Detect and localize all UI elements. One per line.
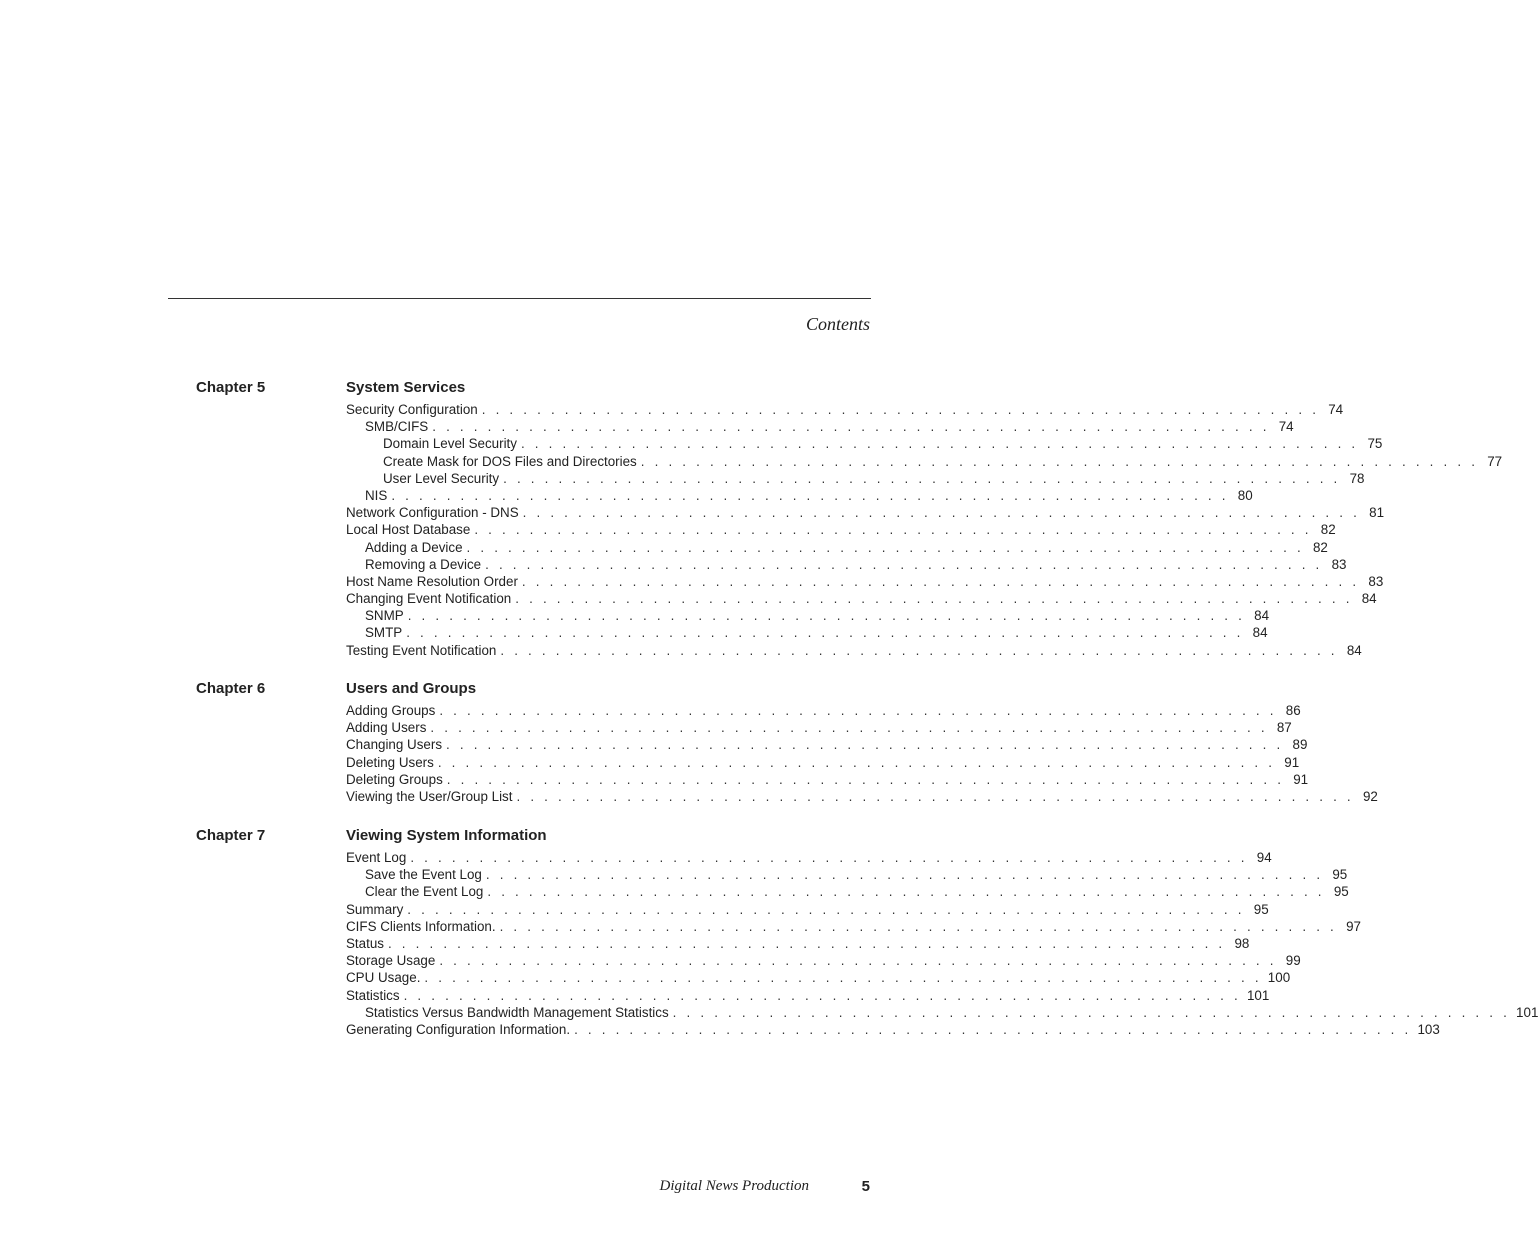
dot-leader: . . . . . . . . . . . . . . . . . . . . . . . . . . . . . . . . . . . . . . . . . . . . . . . . . . . . . . . . . . . . . bbox=[672, 1004, 1511, 1020]
toc-entry-title: Adding a Device bbox=[365, 539, 463, 555]
toc-entry[interactable] bbox=[346, 918, 1361, 935]
toc-entry-page: 74 bbox=[1328, 402, 1344, 417]
toc-entry[interactable] bbox=[346, 521, 1336, 538]
toc-entry[interactable] bbox=[346, 935, 1250, 952]
toc-entry[interactable] bbox=[346, 573, 1384, 590]
toc-entry-title: Deleting Users bbox=[346, 754, 434, 770]
toc-entry[interactable] bbox=[346, 487, 1253, 504]
toc-entry-title: User Level Security bbox=[383, 470, 500, 486]
dot-leader: . . . . . . . . . . . . . . . . . . . . . . . . . . . . . . . . . . . . . . . . . . . . . . . . . . . . . . . . . . . . . bbox=[574, 1021, 1412, 1037]
toc-entry-title: Adding Groups bbox=[346, 703, 436, 718]
dot-leader: . . . . . . . . . . . . . . . . . . . . . . . . . . . . . . . . . . . . . . . . . . . . . . . . . . . . . . . . . . . . . bbox=[521, 573, 1360, 589]
toc-entry-page: 82 bbox=[1320, 522, 1336, 538]
dot-leader: . . . . . . . . . . . . . . . . . . . . . . . . . . . . . . . . . . . . . . . . . . . . . . . . . . . . . . . . . . . . . bbox=[432, 419, 1270, 435]
toc-entry-title: Save the Event Log bbox=[365, 867, 482, 883]
toc-entry-page: 94 bbox=[1256, 850, 1272, 865]
toc-entry-page: 95 bbox=[1253, 901, 1269, 917]
dot-leader: . . . . . . . . . . . . . . . . . . . . . . . . . . . . . . . . . . . . . . . . . . . . . . . . . . . . . . . . . . . . . bbox=[499, 918, 1337, 934]
toc-entry-title: Adding Users bbox=[346, 720, 427, 736]
toc-entry-title: Local Host Database bbox=[346, 522, 471, 538]
toc-entry-title: NIS bbox=[365, 487, 388, 503]
toc-entry[interactable] bbox=[346, 401, 1344, 418]
toc-entry[interactable] bbox=[346, 590, 1377, 607]
toc-entry-page: 84 bbox=[1361, 591, 1377, 607]
dot-leader: . . . . . . . . . . . . . . . . . . . . . . . . . . . . . . . . . . . . . . . . . . . . . . . . . . . . . . . . . . . . . bbox=[516, 788, 1354, 804]
toc-entry-title: SMB/CIFS bbox=[365, 419, 429, 435]
toc-entry-list bbox=[346, 702, 1378, 805]
toc-entry-title: Deleting Groups bbox=[346, 771, 443, 787]
toc-entry[interactable] bbox=[346, 719, 1292, 736]
chapter-label: Chapter 7 bbox=[196, 827, 266, 844]
dot-leader: . . . . . . . . . . . . . . . . . . . . . . . . . . . . . . . . . . . . . . . . . . . . . . . . . . . . . . . . . . . . . bbox=[487, 884, 1325, 900]
dot-leader: . . . . . . . . . . . . . . . . . . . . . . . . . . . . . . . . . . . . . . . . . . . . . . . . . . . . . . . . . . . . . bbox=[520, 436, 1359, 452]
toc-entry[interactable] bbox=[346, 754, 1300, 771]
chapter-title: Users and Groups bbox=[346, 680, 477, 697]
toc-entry-title: Event Log bbox=[346, 850, 407, 865]
running-head: Contents bbox=[805, 314, 870, 334]
dot-leader: . . . . . . . . . . . . . . . . . . . . . . . . . . . . . . . . . . . . . . . . . . . . . . . . . . . . . . . . . . . . . bbox=[424, 970, 1262, 986]
dot-leader: . . . . . . . . . . . . . . . . . . . . . . . . . . . . . . . . . . . . . . . . . . . . . . . . . . . . . . . . . . . . . bbox=[437, 754, 1276, 770]
toc-entry-title: Removing a Device bbox=[365, 556, 482, 572]
toc-entry-page: 91 bbox=[1284, 754, 1300, 770]
toc-entry-page: 97 bbox=[1346, 918, 1361, 934]
toc-entry-page: 80 bbox=[1237, 487, 1253, 503]
toc-entry[interactable] bbox=[346, 539, 1328, 556]
toc-entry-page: 77 bbox=[1487, 453, 1503, 469]
toc-entry[interactable] bbox=[346, 883, 1349, 900]
toc-entry[interactable] bbox=[346, 866, 1348, 883]
toc-entry-title: Network Configuration - DNS bbox=[346, 505, 519, 521]
chapter-label: Chapter 6 bbox=[196, 680, 266, 697]
toc-entry-title: SNMP bbox=[365, 608, 404, 624]
toc-entry-page: 101 bbox=[1516, 1004, 1538, 1020]
toc-entry-title: Changing Users bbox=[346, 737, 443, 753]
toc-entry[interactable] bbox=[346, 702, 1301, 719]
dot-leader: . . . . . . . . . . . . . . . . . . . . . . . . . . . . . . . . . . . . . . . . . . . . . . . . . . . . . . . . . . . . . bbox=[500, 642, 1338, 658]
toc-entry[interactable] bbox=[346, 642, 1362, 659]
dot-leader: . . . . . . . . . . . . . . . . . . . . . . . . . . . . . . . . . . . . . . . . . . . . . . . . . . . . . . . . . . . . . bbox=[485, 867, 1324, 883]
toc-entry[interactable] bbox=[346, 952, 1301, 969]
toc-entry[interactable] bbox=[346, 788, 1378, 805]
toc-entry-title: Summary bbox=[346, 901, 404, 917]
toc-entry-page: 101 bbox=[1246, 987, 1270, 1003]
toc-entry-page: 75 bbox=[1367, 436, 1383, 452]
toc-entry[interactable] bbox=[346, 453, 1503, 470]
toc-entry[interactable] bbox=[346, 736, 1308, 753]
toc-entry-title: Host Name Resolution Order bbox=[346, 573, 518, 589]
toc-entry[interactable] bbox=[346, 987, 1270, 1004]
toc-entry[interactable] bbox=[346, 607, 1270, 624]
toc-entry-page: 87 bbox=[1276, 720, 1292, 736]
dot-leader: . . . . . . . . . . . . . . . . . . . . . . . . . . . . . . . . . . . . . . . . . . . . . . . . . . . . . . . . . . . . . bbox=[446, 771, 1285, 787]
toc-entry-title: Testing Event Notification bbox=[346, 642, 497, 658]
toc-entry-page: 84 bbox=[1254, 608, 1270, 624]
dot-leader: . . . . . . . . . . . . . . . . . . . . . . . . . . . . . . . . . . . . . . . . . . . . . . . . . . . . . . . . . . . . . bbox=[485, 556, 1323, 572]
toc-entry-title: Create Mask for DOS Files and Directories bbox=[383, 453, 637, 469]
chapter-label: Chapter 5 bbox=[196, 379, 266, 396]
toc-entry[interactable] bbox=[346, 470, 1365, 487]
dot-leader: . . . . . . . . . . . . . . . . . . . . . . . . . . . . . . . . . . . . . . . . . . . . . . . . . . . . . . . . . . . . . bbox=[522, 505, 1361, 521]
toc-entry-page: 92 bbox=[1362, 788, 1378, 804]
dot-leader: . . . . . . . . . . . . . . . . . . . . . . . . . . . . . . . . . . . . . . . . . . . . . . . . . . . . . . . . . . . . . bbox=[407, 901, 1245, 917]
toc-entry-title: CPU Usage. bbox=[346, 970, 421, 986]
toc-entry-title: CIFS Clients Information. bbox=[346, 918, 496, 934]
dot-leader: . . . . . . . . . . . . . . . . . . . . . . . . . . . . . . . . . . . . . . . . . . . . . . . . . . . . . . . . . . . . . bbox=[503, 470, 1341, 486]
toc-entry-title: SMTP bbox=[365, 625, 403, 641]
toc-entry-page: 86 bbox=[1285, 703, 1301, 718]
toc-entry-page: 89 bbox=[1292, 737, 1308, 753]
toc-entry-title: Clear the Event Log bbox=[365, 884, 484, 900]
toc-entry-title: Changing Event Notification bbox=[346, 591, 512, 607]
toc-entry-list bbox=[346, 401, 1503, 659]
toc-entry[interactable] bbox=[346, 556, 1347, 573]
toc-entry-title: Generating Configuration Information. bbox=[346, 1021, 571, 1037]
dot-leader: . . . . . . . . . . . . . . . . . . . . . . . . . . . . . . . . . . . . . . . . . . . . . . . . . . . . . . . . . . . . . bbox=[481, 402, 1320, 417]
toc-entry-page: 91 bbox=[1293, 771, 1309, 787]
toc-entry[interactable] bbox=[346, 504, 1385, 521]
toc-entry-page: 74 bbox=[1278, 419, 1294, 435]
toc-entry-page: 98 bbox=[1234, 935, 1250, 951]
chapter-title: Viewing System Information bbox=[346, 827, 547, 844]
toc-entry[interactable] bbox=[346, 1021, 1440, 1038]
dot-leader: . . . . . . . . . . . . . . . . . . . . . . . . . . . . . . . . . . . . . . . . . . . . . . . . . . . . . . . . . . . . . bbox=[439, 953, 1277, 969]
dot-leader: . . . . . . . . . . . . . . . . . . . . . . . . . . . . . . . . . . . . . . . . . . . . . . . . . . . . . . . . . . . . . bbox=[474, 522, 1312, 538]
toc-entry-title: Statistics Versus Bandwidth Management Statistics bbox=[365, 1004, 669, 1020]
toc-entry-page: 84 bbox=[1346, 642, 1362, 658]
toc-entry[interactable] bbox=[346, 849, 1272, 866]
toc-entry-title: Statistics bbox=[346, 987, 400, 1003]
toc-entry[interactable] bbox=[346, 624, 1268, 641]
dot-leader: . . . . . . . . . . . . . . . . . . . . . . . . . . . . . . . . . . . . . . . . . . . . . . . . . . . . . . . . . . . . . bbox=[466, 539, 1304, 555]
chapter-title: System Services bbox=[346, 379, 466, 396]
dot-leader: . . . . . . . . . . . . . . . . . . . . . . . . . . . . . . . . . . . . . . . . . . . . . . . . . . . . . . . . . . . . . bbox=[430, 720, 1268, 736]
dot-leader: . . . . . . . . . . . . . . . . . . . . . . . . . . . . . . . . . . . . . . . . . . . . . . . . . . . . . . . . . . . . . bbox=[410, 850, 1248, 865]
dot-leader: . . . . . . . . . . . . . . . . . . . . . . . . . . . . . . . . . . . . . . . . . . . . . . . . . . . . . . . . . . . . . bbox=[640, 453, 1479, 469]
toc-entry-title: Viewing the User/Group List bbox=[346, 788, 513, 804]
toc-entry-title: Status bbox=[346, 935, 384, 951]
toc-entry-page: 81 bbox=[1369, 505, 1385, 521]
toc-entry[interactable] bbox=[346, 969, 1291, 986]
toc-entry-title: Security Configuration bbox=[346, 402, 478, 417]
toc-entry-page: 82 bbox=[1312, 539, 1328, 555]
toc-entry-title: Domain Level Security bbox=[383, 436, 517, 452]
dot-leader: . . . . . . . . . . . . . . . . . . . . . . . . . . . . . . . . . . . . . . . . . . . . . . . . . . . . . . . . . . . . . bbox=[387, 935, 1226, 951]
footer-book-title: Digital News Production bbox=[659, 1178, 809, 1194]
dot-leader: . . . . . . . . . . . . . . . . . . . . . . . . . . . . . . . . . . . . . . . . . . . . . . . . . . . . . . . . . . . . . bbox=[446, 737, 1284, 753]
toc-entry-page: 83 bbox=[1368, 573, 1384, 589]
toc-entry-title: Storage Usage bbox=[346, 953, 436, 969]
toc-entry-list bbox=[346, 849, 1538, 1038]
toc-entry-page: 95 bbox=[1333, 884, 1349, 900]
toc-entry[interactable] bbox=[346, 901, 1269, 918]
dot-leader: . . . . . . . . . . . . . . . . . . . . . . . . . . . . . . . . . . . . . . . . . . . . . . . . . . . . . . . . . . . . . bbox=[403, 987, 1241, 1003]
toc-entry[interactable] bbox=[346, 418, 1294, 435]
toc-entry-page: 103 bbox=[1417, 1021, 1440, 1037]
toc-entry[interactable] bbox=[346, 771, 1309, 788]
dot-leader: . . . . . . . . . . . . . . . . . . . . . . . . . . . . . . . . . . . . . . . . . . . . . . . . . . . . . . . . . . . . . bbox=[407, 608, 1246, 624]
toc-entry-page: 95 bbox=[1332, 867, 1348, 883]
dot-leader: . . . . . . . . . . . . . . . . . . . . . . . . . . . . . . . . . . . . . . . . . . . . . . . . . . . . . . . . . . . . . bbox=[515, 591, 1353, 607]
header-rule bbox=[168, 298, 871, 299]
toc-entry-page: 83 bbox=[1331, 556, 1347, 572]
toc-entry-page: 99 bbox=[1285, 953, 1301, 969]
toc-entry-page: 100 bbox=[1267, 970, 1291, 986]
toc-entry[interactable] bbox=[346, 435, 1383, 452]
toc-entry[interactable] bbox=[346, 1004, 1538, 1021]
toc-entry-page: 78 bbox=[1349, 470, 1365, 486]
dot-leader: . . . . . . . . . . . . . . . . . . . . . . . . . . . . . . . . . . . . . . . . . . . . . . . . . . . . . . . . . . . . . bbox=[406, 625, 1244, 641]
footer-page-number: 5 bbox=[861, 1178, 870, 1195]
toc-entry-page: 84 bbox=[1252, 625, 1268, 641]
dot-leader: . . . . . . . . . . . . . . . . . . . . . . . . . . . . . . . . . . . . . . . . . . . . . . . . . . . . . . . . . . . . . bbox=[391, 487, 1229, 503]
dot-leader: . . . . . . . . . . . . . . . . . . . . . . . . . . . . . . . . . . . . . . . . . . . . . . . . . . . . . . . . . . . . . bbox=[439, 703, 1277, 718]
